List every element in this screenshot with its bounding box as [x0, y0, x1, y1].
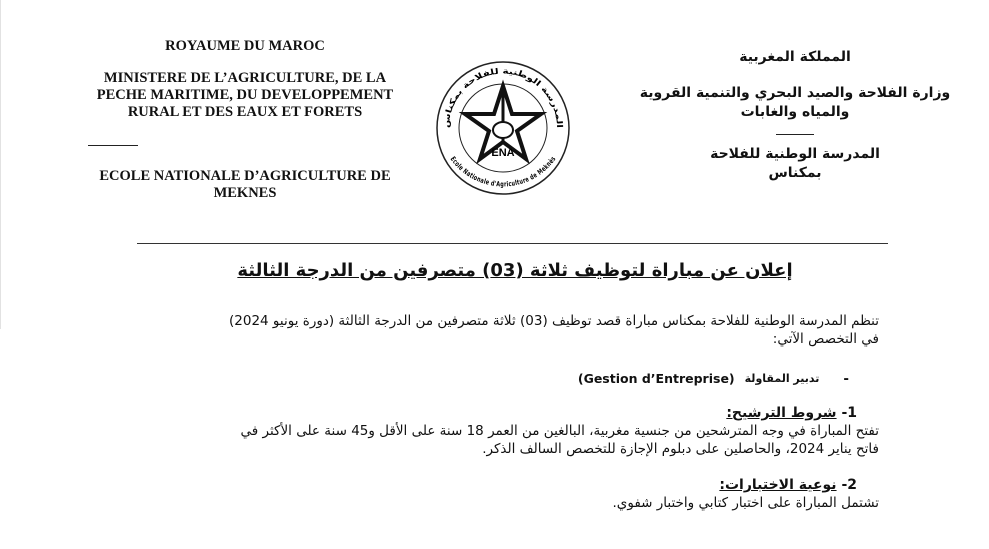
intro-line2: في التخصص الآتي: [772, 331, 879, 347]
specialty-arabic: تدبير المقاولة [744, 372, 820, 385]
bullet: - [843, 371, 849, 387]
specialty-french: (Gestion d’Entreprise) [577, 371, 735, 386]
section-2-heading [129, 476, 879, 494]
ministry-fr: MINISTERE DE L’AGRICULTURE, DE LA PECHE MARITIME, DU DEVELOPPEMENT RURAL ET DES EAUX ET FORETS [96, 70, 394, 120]
school-fr: ECOLE NATIONALE D’AGRICULTURE DE MEKNES [99, 168, 391, 201]
kingdom-fr: ROYAUME DU MAROC [165, 38, 325, 54]
section-1-heading [129, 404, 879, 422]
ministry-ar-line1: وزارة الفلاحة والصيد البحري والتنمية القروية [639, 85, 951, 101]
intro-line1: تنظم المدرسة الوطنية للفلاحة بمكناس مباراة قصد توظيف (03) ثلاثة متصرفين من الدرجة الثالثة (دورة يونيو 2024) [228, 313, 879, 329]
logo-french-ring: Ecole Nationale d'Agriculture de Meknès [448, 154, 559, 189]
page-fold-line [0, 0, 1, 329]
ministry-ar-line2: والمياه والغابات [740, 104, 850, 120]
logo-initials: ENA [491, 147, 515, 159]
announcement-body [129, 312, 879, 512]
section-title: نوعية الاختبارات: [719, 477, 837, 493]
header-ar [612, 48, 978, 183]
header-rule [137, 243, 888, 244]
section-number: 1- [841, 405, 857, 421]
divider-ar [776, 134, 814, 135]
kingdom-ar: المملكة المغربية [739, 49, 851, 65]
section-2-line1: تشتمل المباراة على اختبار كتابي واختبار شفوي. [612, 495, 879, 511]
ena-logo [433, 50, 573, 200]
logo-arabic-ring: المدرسة الوطنية للفلاحة بمكناس [441, 66, 565, 129]
section-1-line2: فاتح يناير 2024، والحاصلين على دبلوم الإجازة للتخصص السالف الذكر. [482, 441, 879, 457]
school-ar-line2: بمكناس [768, 165, 822, 181]
section-1-line1: تفتح المباراة في وجه المترشحين من جنسية مغربية، البالغين من العمر 18 سنة على الأقل و45 سنة على الأكثر في [240, 423, 879, 439]
section-number: 2- [841, 477, 857, 493]
header-fr [88, 38, 402, 202]
school-ar-line1: المدرسة الوطنية للفلاحة [710, 146, 880, 162]
specialty-item [129, 370, 849, 388]
section-title: شروط الترشيح: [726, 405, 837, 421]
announcement-title: إعلان عن مباراة لتوظيف ثلاثة (03) متصرفين من الدرجة الثالثة [237, 260, 793, 281]
divider-fr [88, 145, 138, 146]
